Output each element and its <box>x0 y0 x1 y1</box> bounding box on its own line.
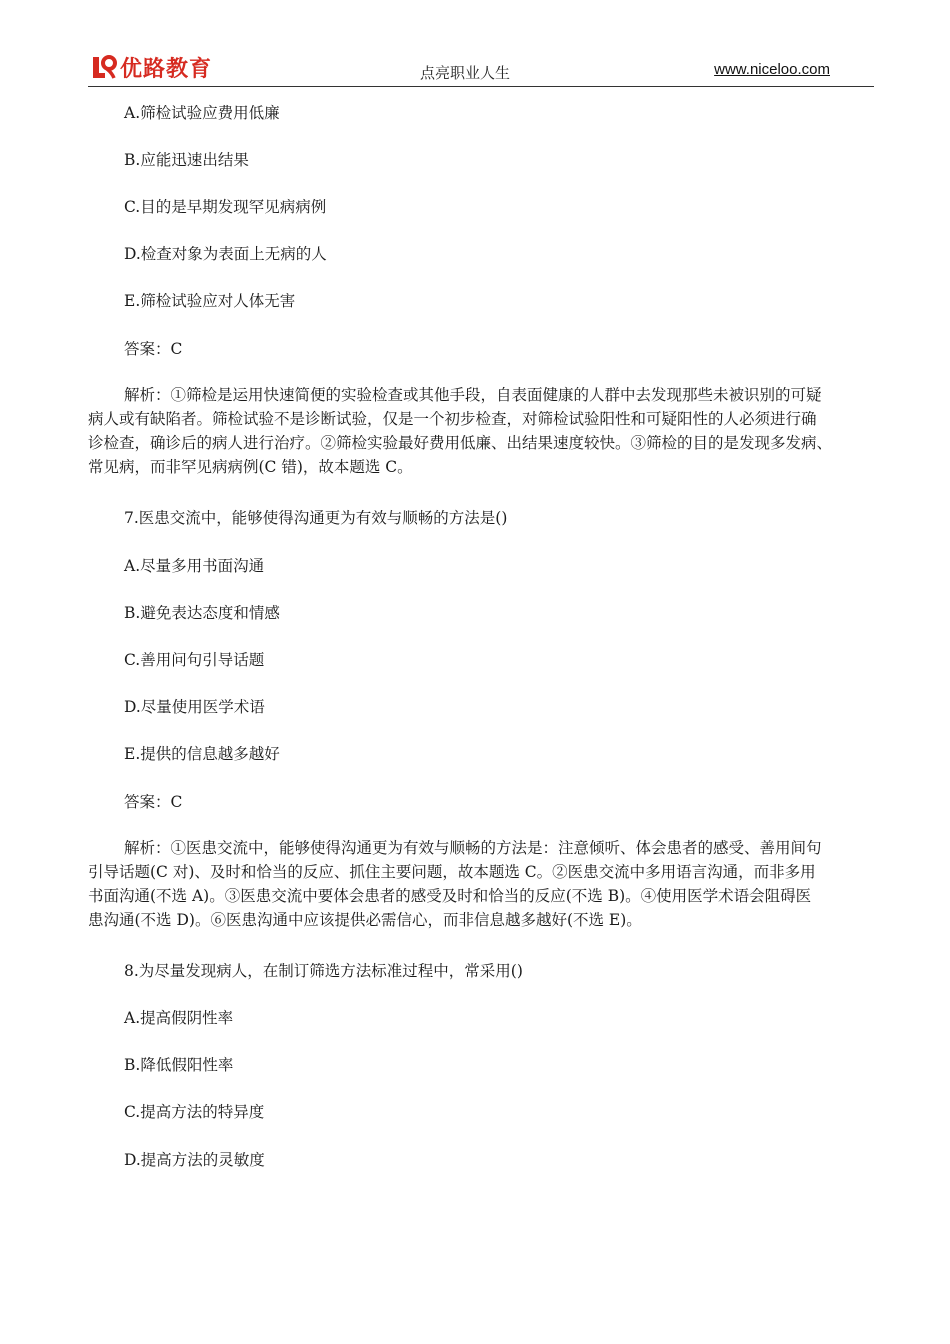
q7-analysis-line-2: 引导话题(C 对)、及时和恰当的反应、抓住主要问题，故本题选 C。②医患交流中多用语言沟通，而非多用 <box>88 863 816 881</box>
q7-analysis-line-3: 书面沟通(不选 A)。③医患交流中要体会患者的感受及时和恰当的反应(不选 B)。④使用医学术语会阻碍医 <box>88 887 812 905</box>
q7-option-d: D.尽量使用医学术语 <box>124 698 265 716</box>
q6-analysis-line-2: 病人或有缺陷者。筛检试验不是诊断试验，仅是一个初步检查，对筛检试验阳性和可疑阳性的人必须进行确 <box>88 410 817 428</box>
q7-option-e: E.提供的信息越多越好 <box>124 745 280 763</box>
q7-analysis-line-4: 患沟通(不选 D)。⑥医患沟通中应该提供必需信心，而非信息越多越好(不选 E)。 <box>88 911 642 929</box>
q7-answer: 答案：C <box>124 793 183 811</box>
q6-option-a: A.筛检试验应费用低廉 <box>124 104 280 122</box>
logo-text: 优路教育 <box>120 56 213 82</box>
q8-option-a: A.提高假阴性率 <box>124 1009 234 1027</box>
header-slogan: 点亮职业人生 <box>420 64 511 82</box>
q8-option-b: B.降低假阳性率 <box>124 1056 234 1074</box>
q7-analysis-line-1: 解析：①医患交流中，能够使得沟通更为有效与顺畅的方法是：注意倾听、体会患者的感受、善用间句 <box>124 839 822 857</box>
q7-option-a: A.尽量多用书面沟通 <box>124 557 265 575</box>
q6-answer: 答案：C <box>124 340 183 358</box>
q7-question: 7.医患交流中，能够使得沟通更为有效与顺畅的方法是() <box>124 509 508 527</box>
q6-analysis-line-1: 解析：①筛检是运用快速简便的实验检查或其他手段，自表面健康的人群中去发现那些未被识别的可疑 <box>124 386 822 404</box>
q6-option-d: D.检查对象为表面上无病的人 <box>124 245 327 263</box>
q6-analysis-line-3: 诊检查，确诊后的病人进行治疗。②筛检实验最好费用低廉、出结果速度较快。③筛检的目的是发现多发病、 <box>88 434 833 452</box>
q7-option-c: C.善用问句引导话题 <box>124 651 265 669</box>
q8-option-c: C.提高方法的特异度 <box>124 1103 265 1121</box>
q8-option-d: D.提高方法的灵敏度 <box>124 1151 265 1169</box>
q8-question: 8.为尽量发现病人，在制订筛选方法标准过程中，常采用() <box>124 962 523 980</box>
logo <box>90 52 212 82</box>
page-header <box>88 50 874 87</box>
q6-option-c: C.目的是早期发现罕见病病例 <box>124 198 327 216</box>
logo-mark-icon <box>90 53 118 81</box>
q7-option-b: B.避免表达态度和情感 <box>124 604 280 622</box>
q6-option-e: E.筛检试验应对人体无害 <box>124 292 296 310</box>
site-url-link[interactable]: www.niceloo.com <box>714 61 830 78</box>
q6-option-b: B.应能迅速出结果 <box>124 151 249 169</box>
q6-analysis-line-4: 常见病，而非罕见病病例(C 错)，故本题选 C。 <box>88 458 413 476</box>
